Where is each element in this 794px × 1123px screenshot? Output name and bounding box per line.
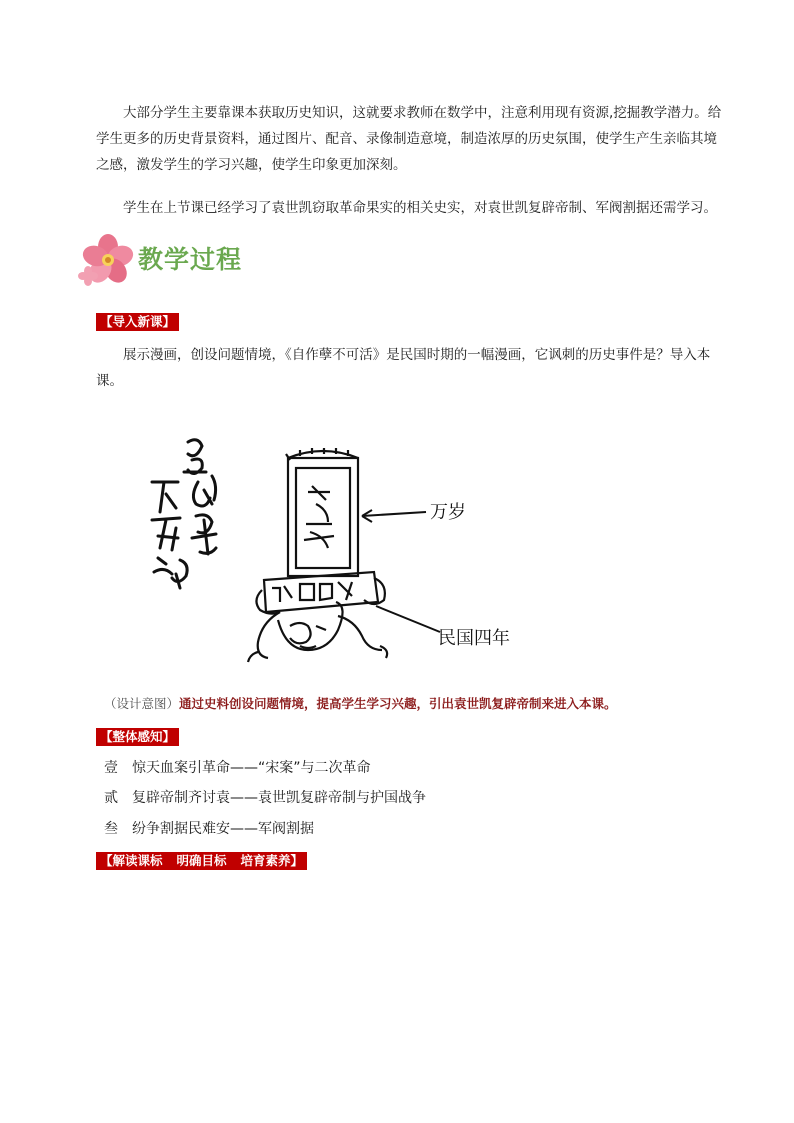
outline-item [104, 757, 371, 777]
outline-number: 叁 [104, 821, 118, 837]
section-heading [78, 232, 378, 288]
paragraph-background: 大部分学生主要靠课本获取历史知识，这就要求教师在数学中，注意利用现有资源,挖掘教学潜力。给学生更多的历史背景资料，通过图片、配音、录像制造意境，制造浓厚的历史氛围，使学生产生亲临其境之感，激发学生的学习兴趣，使学生印象更加深刻。 [96, 105, 722, 173]
outline-text: 惊天血案引革命——“宋案”与二次革命 [132, 760, 371, 776]
standards-tag-part1: 【解读课标 [100, 853, 163, 868]
overview-tag: 【整体感知】 [96, 728, 179, 746]
outline-number: 壹 [104, 760, 118, 776]
standards-tag-part2: 明确目标 [176, 853, 227, 868]
design-intent [104, 694, 617, 712]
section-title: 教学过程 [138, 245, 243, 274]
outline-number: 贰 [104, 790, 118, 806]
cartoon-illustration [140, 420, 560, 680]
intro-tag: 【导入新课】 [96, 313, 179, 331]
design-intent-prefix: （设计意图） [104, 696, 180, 711]
outline-item [104, 818, 314, 838]
cartoon-label-minguo: 民国四年 [438, 628, 510, 649]
intro-text: 展示漫画，创设问题情境，《自作孽不可活》是民国时期的一幅漫画，它讽刺的历史事件是？导入本课。 [96, 347, 711, 389]
standards-tag [96, 852, 307, 870]
outline-text: 纷争割据民难安——军阀割据 [132, 821, 314, 837]
cartoon-label-wansui: 万岁 [430, 502, 466, 523]
paragraph-prior-knowledge: 学生在上节课已经学习了袁世凯窃取革命果实的相关史实，对袁世凯复辟帝制、军阀割据还需学习。 [123, 200, 717, 216]
plum-blossom-icon [78, 232, 136, 288]
outline-item [104, 787, 426, 807]
standards-tag-part3: 培育素养】 [240, 853, 304, 868]
design-intent-text: 通过史料创设问题情境，提高学生学习兴趣，引出袁世凯复辟帝制来进入本课。 [179, 696, 617, 711]
outline-text: 复辟帝制齐讨袁——袁世凯复辟帝制与护国战争 [132, 790, 426, 806]
